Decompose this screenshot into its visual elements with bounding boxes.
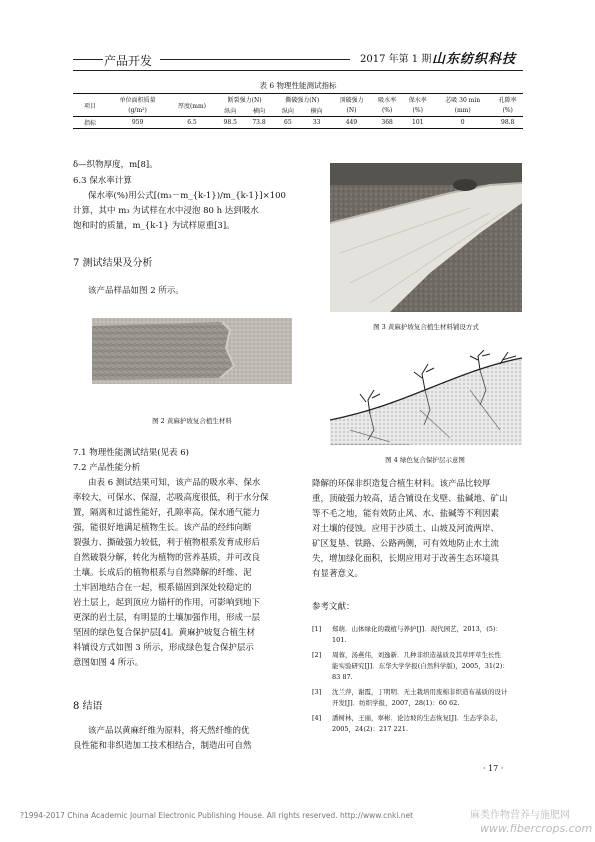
figure-4-diagram [330, 350, 522, 445]
paragraph-6-3-line: 饱和时的质量，m_{k-1} 为试样原重[3]。 [73, 221, 235, 231]
text-line: 重，顶破强力较高，适合铺设在戈壁、盐碱地、矿山 [312, 494, 508, 504]
table-header-cell: 厚度(mm) [177, 102, 207, 110]
reference-line: 郑萌．山体绿化的栽植与养护[J]．现代园艺，2013，(5)： [332, 625, 502, 633]
text-line: 良性能和非织造加工技术相结合，制造出可自然 [73, 741, 252, 751]
text-line: 失，增加绿化面积，长期应用对于改善生态环境具 [312, 554, 500, 564]
table-header-cell: 顶破强力 [339, 97, 364, 104]
paragraph-6-3-line: 计算，其中 m₃ 为试样在水中浸泡 80 h 达到吸水 [73, 206, 259, 216]
table-cell: 0 [460, 119, 465, 126]
reference-line: 83 87. [332, 673, 353, 681]
journal-title: 山东纺织科技 [432, 52, 517, 67]
header-rule-bottom [73, 70, 523, 71]
paragraph-6-3-line: 保水率(%)用公式[(m₃－m_{k-1})/m_{k-1}]×100 [88, 191, 286, 201]
issue-number: 2017 年第 1 期 [360, 54, 432, 65]
paragraph-7-2 [73, 476, 298, 671]
table-header-cell: (%) [412, 107, 423, 114]
table-cell: 449 [345, 119, 358, 126]
text-line: 该产品以黄麻纤维为原料，将天然纤维的优 [88, 726, 250, 736]
reference-line: 能实验研究[J]．东华大学学报(自然科学版)，2005，31(2)： [332, 662, 509, 670]
text-line: 置，隔离和过滤性能好，孔隙率高，保水通气能力 [73, 508, 261, 518]
table-header-cell: (N) [346, 107, 357, 114]
table-header-cell: (%) [502, 107, 513, 114]
table-cell: 368 [381, 119, 393, 126]
watermark-cn: 麻类作物营养与施肥网 [470, 810, 570, 821]
section-7-2-heading: 7.2 产品性能分析 [73, 463, 141, 473]
watermark-url: www.fibercrops.com [480, 822, 593, 835]
reference-line: 潘树林，王丽，辜彬．论边坡的生态恢复[J]．生态学杂志， [332, 714, 503, 722]
table-cell: 98.8 [501, 119, 515, 126]
section-label: 产品开发 [104, 54, 153, 68]
table-cell: 73.8 [252, 119, 266, 126]
reference-number: [3] [312, 688, 322, 696]
table-header-cell: (mm) [454, 107, 471, 114]
reference-line: 2005，24(2)：217 221. [332, 725, 408, 733]
table-cell: 65 [284, 119, 292, 126]
table-cell: 指标 [83, 120, 96, 127]
text-line: 更深的岩土层，有明显的土壤加强作用，形成一层 [73, 613, 261, 623]
reference-number: [4] [312, 714, 322, 722]
table-header-cell: 单位面积质量 [119, 97, 156, 104]
table-header-cell: (g/m²) [128, 107, 147, 114]
text-line: 有显著意义。 [312, 569, 364, 579]
table-row [73, 117, 523, 128]
paragraph-7: 该产品样品如图 2 所示。 [88, 286, 184, 296]
reference-number: [2] [312, 651, 322, 659]
section-6-3-heading: 6.3 保水率计算 [73, 176, 132, 186]
figure-3-caption: 图 3 黄麻护坡复合植生材料铺设方式 [373, 323, 479, 331]
table-header-cell: 横向 [310, 108, 323, 115]
paragraph-8 [73, 724, 298, 754]
text-line: 土壤。长成后的植物根系与自然降解的纤维、泥 [73, 568, 252, 578]
paragraph-8-continued [312, 477, 524, 582]
figure-4-caption: 图 4 绿色复合保护层示意图 [385, 456, 465, 464]
text-line: 自然破裂分解，转化为植物的营养基质，并可改良 [73, 553, 261, 563]
table-header-cell: 孔隙率 [498, 97, 517, 104]
delta-definition: δ—织物厚度，m[8]。 [73, 160, 158, 170]
table-header-cell: 断裂强力(N) [227, 97, 262, 104]
table-cell: 6.5 [187, 119, 197, 126]
text-line: 降解的环保非织造复合植生材料。该产品比较厚 [312, 479, 491, 489]
protective-layer-diagram [330, 350, 522, 445]
text-line: 强，能很好地满足植物生长。该产品的经纬向断 [73, 523, 252, 533]
reference-line: 沈兰萍，谢霞，丁明明．无土栽培用废棉非织造布基质的设计 [332, 688, 508, 696]
table-cell: 98.5 [223, 119, 237, 126]
references-heading: 参考文献： [312, 602, 355, 612]
reference-item [312, 624, 524, 646]
reference-line: 101. [332, 636, 347, 644]
reference-item [312, 713, 524, 735]
table-header-cell: 项目 [83, 102, 96, 110]
text-line: 率较大，可保水、保湿，芯吸高度很低，利于水分保 [73, 493, 269, 503]
table-header-row [73, 94, 523, 105]
table-header-cell: 保水率 [408, 97, 427, 104]
page-number: · 17 · [483, 764, 504, 773]
text-line: 对土壤的侵蚀。应用于沙质土、山坡及河流两岸、 [312, 524, 500, 534]
header-rule-mid [160, 59, 350, 60]
table-subheader-row [73, 105, 523, 116]
text-line: 矿区复垦、铁路、公路两侧，可有效地防止水土流 [312, 539, 500, 549]
text-line: 土牢固地结合在一起，根系锚固到深处较稳定的 [73, 583, 252, 593]
properties-table [73, 93, 523, 129]
table-header-cell: (%) [381, 107, 393, 114]
text-line: 岩土层上，起到顶应力锚杆的作用，可影响到地下 [73, 598, 261, 608]
table-cell: 33 [312, 119, 321, 126]
figure-3-photo [330, 163, 522, 312]
reference-line: 周蓉，汤燕伟，刘逸新．几种非织造基质及其草坪草生长性 [332, 651, 501, 659]
reference-line: 开发[J]．纺织学报，2007，28(1)：60 62. [332, 699, 460, 707]
slope-laying-image [330, 163, 522, 312]
text-line: 等不毛之地，能有效防止风、水、盐碱等不利因素 [312, 509, 500, 519]
text-line: 由表 6 测试结果可知，该产品的吸水率、保水 [88, 478, 261, 488]
header-rule-left [73, 59, 103, 60]
reference-number: [1] [312, 625, 322, 633]
text-line: 料铺设方式如图 3 所示，形成绿色复合保护层示 [73, 643, 254, 653]
table-header-cell: 吸水率 [378, 97, 397, 104]
section-8-heading: 8 结语 [73, 701, 103, 712]
table-header-cell: 芯吸 30 min [445, 97, 481, 104]
jute-material-image [92, 318, 292, 384]
figure-2-caption: 图 2 黄麻护坡复合植生材料 [152, 417, 232, 425]
table-header-cell: 纵向 [224, 108, 237, 115]
table-caption: 表 6 物理性能测试指标 [259, 81, 337, 90]
table-header-cell: 撕破强力(N) [285, 97, 320, 104]
reference-item [312, 687, 524, 709]
section-7-heading: 7 测试结果及分析 [73, 258, 153, 269]
table-cell: 101 [412, 119, 424, 126]
references-list [312, 624, 524, 735]
reference-item [312, 650, 524, 683]
table-header-cell: 横向 [253, 108, 266, 115]
section-7-1-heading: 7.1 物理性能测试结果(见表 6) [73, 448, 189, 458]
text-line: 坚固的绿色复合保护层[4]。黄麻护坡复合植生材 [73, 628, 256, 638]
text-line: 裂强力、撕破强力较低，利于植物根系发育成形后 [73, 538, 261, 548]
figure-2-photo [92, 318, 292, 384]
text-line: 意图如图 4 所示。 [73, 658, 144, 668]
copyright-footer: ?1994-2017 China Academic Journal Electronic Publishing House. All rights reserved. http://www.cnki.net [20, 811, 414, 820]
table-cell: 959 [131, 119, 144, 126]
table-header-cell: 纵向 [281, 108, 294, 115]
